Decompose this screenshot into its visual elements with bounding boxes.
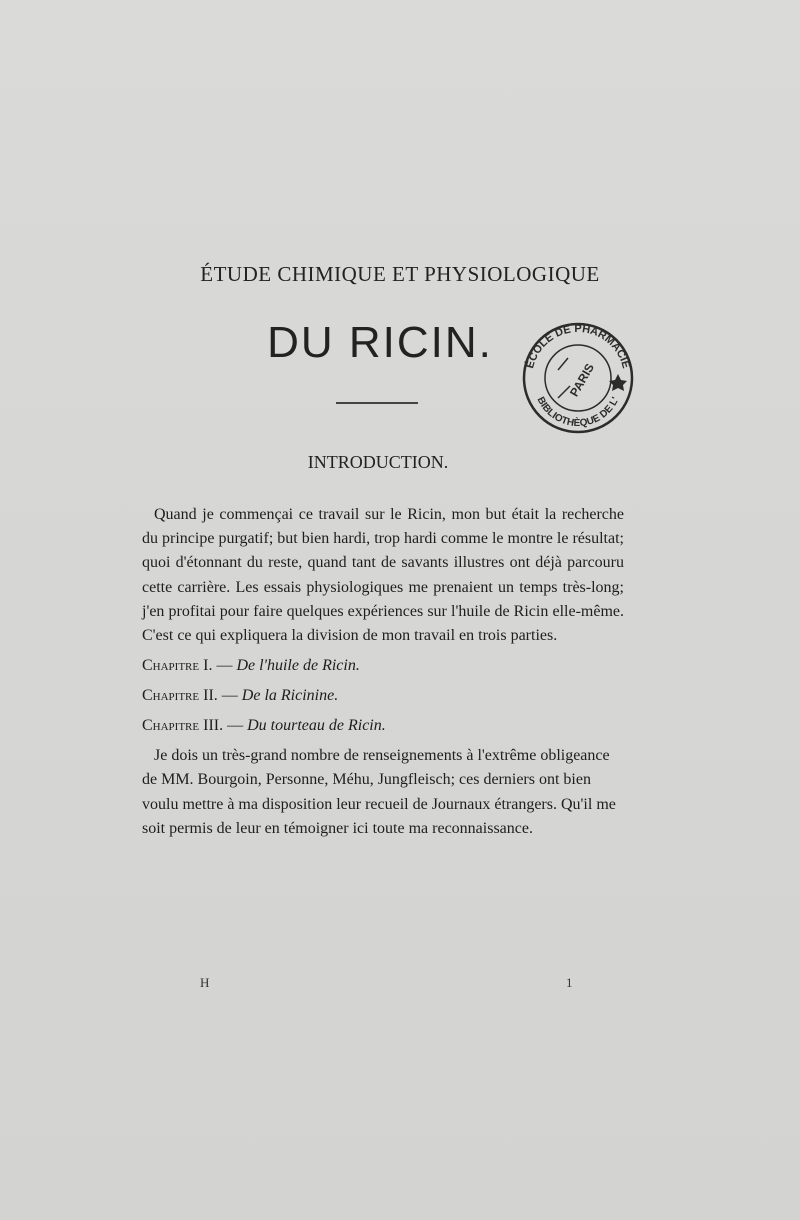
svg-text:PARIS: PARIS xyxy=(566,360,598,400)
sheet-number: 1 xyxy=(566,975,573,990)
chapter-separator: — xyxy=(217,687,242,705)
chapter-separator: — xyxy=(212,657,237,675)
chapter-label: Chapitre I. xyxy=(142,657,213,675)
chapter-item xyxy=(142,654,624,678)
paragraph-introduction: Quand je commençai ce travail sur le Ricin, mon but était la recherche du principe purgatif; but bien hardi, trop hardi comme le montre le résultat; quoi d'étonnant du reste, quand tant de savants illustres ont déjà parcouru cette carrière. Les essais physiologiques me prenaient un temps très-long; j'en profitai pour faire quelques expériences sur l'huile de Ricin elle-même. C'est ce qui expliquera la division de mon travail en trois parties. xyxy=(142,506,624,645)
stamp-seal-icon xyxy=(514,318,642,436)
svg-text:ÉCOLE DE PHARMACIE: ÉCOLE DE PHARMACIE xyxy=(524,322,632,370)
paragraph-acknowledgements: Je dois un très-grand nombre de renseignements à l'extrême obligeance de MM. Bourgoin, Personne, Méhu, Jungfleisch; ces derniers ont bien voulu mettre à ma disposition leur recueil de Journaux étrangers. Qu'il me soit permis de leur en témoigner ici toute ma reconnaissance. xyxy=(142,747,616,837)
chapter-title: De l'huile de Ricin. xyxy=(236,657,360,675)
library-stamp xyxy=(514,318,642,436)
chapter-list xyxy=(142,654,624,738)
section-heading: INTRODUCTION. xyxy=(307,452,449,472)
chapter-label: Chapitre II. xyxy=(142,687,218,705)
title-divider xyxy=(336,402,418,404)
chapter-label: Chapitre III. xyxy=(142,717,224,735)
chapter-separator: — xyxy=(223,717,248,735)
svg-text:BIBLIOTHÈQUE DE L': BIBLIOTHÈQUE DE L' xyxy=(534,395,622,430)
chapter-item xyxy=(142,714,624,738)
chapter-item xyxy=(142,684,624,708)
body-text xyxy=(142,503,624,841)
signature-mark: H xyxy=(200,975,210,990)
supertitle: ÉTUDE CHIMIQUE ET PHYSIOLOGIQUE xyxy=(200,262,600,286)
page-title: DU RICIN. xyxy=(267,318,493,367)
chapter-title: De la Ricinine. xyxy=(241,687,339,705)
chapter-title: Du tourteau de Ricin. xyxy=(247,717,386,735)
